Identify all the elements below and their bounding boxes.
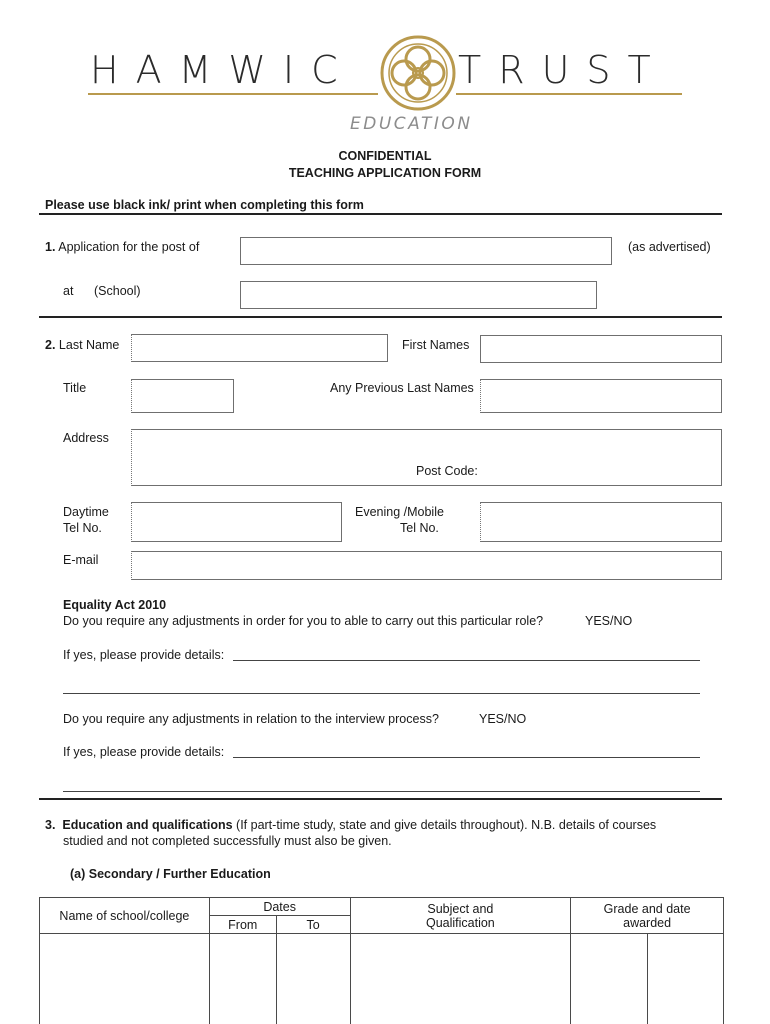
col-header-to: To	[276, 916, 350, 934]
equality-heading: Equality Act 2010	[63, 598, 167, 612]
last-name-text: Last Name	[58, 338, 120, 352]
details-line-2b[interactable]	[63, 791, 700, 792]
post-label	[45, 240, 199, 254]
first-names-input[interactable]	[480, 335, 722, 363]
section-divider	[39, 213, 722, 215]
col-header-subject	[350, 898, 571, 934]
title-input[interactable]	[131, 379, 234, 413]
evening-mobile-label: Evening /Mobile	[355, 505, 444, 519]
title-label: Title	[63, 381, 87, 395]
col-header-school: Name of school/college	[40, 898, 210, 934]
email-input[interactable]	[131, 551, 722, 580]
details-line-1a[interactable]	[233, 660, 700, 661]
education-heading	[45, 818, 656, 832]
adjustments-interview-answer: YES/NO	[479, 712, 527, 726]
col-header-subject-2: Qualification	[425, 915, 495, 930]
logo-gold-line-left	[88, 93, 378, 95]
section-1-number: 1.	[45, 240, 56, 254]
section-divider	[39, 798, 722, 800]
first-names-label: First Names	[402, 338, 470, 352]
education-note-2: studied and not completed successfully must also be given.	[63, 834, 392, 848]
adjustments-interview-question: Do you require any adjustments in relation to the interview process?	[63, 712, 439, 726]
cell-to[interactable]	[276, 934, 350, 1024]
col-header-subject-1: Subject and	[427, 901, 494, 916]
education-note-1: (If part-time study, state and give details throughout). N.B. details of courses	[236, 818, 657, 832]
cell-grade[interactable]	[571, 934, 648, 1024]
daytime-tel-label: Tel No.	[63, 521, 102, 535]
previous-last-names-label: Any Previous Last Names	[330, 381, 474, 395]
evening-tel-input[interactable]	[480, 502, 722, 542]
education-heading-text: Education and qualifications	[62, 818, 233, 832]
logo-word-hamwic: HAMWIC	[90, 48, 355, 92]
previous-last-names-input[interactable]	[480, 379, 722, 413]
cell-subject[interactable]	[350, 934, 571, 1024]
post-label-text: Application for the post of	[58, 240, 200, 254]
email-label: E-mail	[63, 553, 99, 567]
col-header-dates: Dates	[209, 898, 350, 916]
section-3-number: 3.	[45, 818, 56, 832]
adjustments-role-answer: YES/NO	[585, 614, 633, 628]
education-table	[39, 897, 724, 1024]
post-input[interactable]	[240, 237, 612, 265]
section-2-number: 2.	[45, 338, 56, 352]
details-line-1b[interactable]	[63, 693, 700, 694]
adjustments-role-question: Do you require any adjustments in order for you to able to carry out this particular role?	[63, 614, 544, 628]
cell-school[interactable]	[40, 934, 210, 1024]
details-label-1: If yes, please provide details:	[63, 648, 225, 662]
logo-word-trust: TRUST	[458, 48, 668, 92]
confidential-heading: CONFIDENTIAL	[338, 149, 432, 163]
address-label: Address	[63, 431, 109, 445]
section-divider	[39, 316, 722, 318]
col-header-grade	[571, 898, 724, 934]
knot-emblem-icon	[378, 33, 458, 113]
daytime-label: Daytime	[63, 505, 109, 519]
post-code-label: Post Code:	[416, 464, 478, 478]
daytime-tel-input[interactable]	[131, 502, 342, 542]
instruction-text: Please use black ink/ print when completing this form	[45, 198, 364, 212]
secondary-further-heading: (a) Secondary / Further Education	[70, 867, 271, 881]
at-label: at	[63, 284, 74, 298]
form-title: TEACHING APPLICATION FORM	[288, 166, 482, 180]
col-header-grade-2: awarded	[623, 915, 672, 930]
school-label: (School)	[94, 284, 141, 298]
col-header-grade-1: Grade and date	[603, 901, 691, 916]
last-name-input[interactable]	[131, 334, 388, 362]
evening-tel-label: Tel No.	[400, 521, 439, 535]
cell-date-awarded[interactable]	[648, 934, 724, 1024]
details-line-2a[interactable]	[233, 757, 700, 758]
col-header-from: From	[209, 916, 276, 934]
as-advertised-label: (as advertised)	[628, 240, 711, 254]
school-input[interactable]	[240, 281, 597, 309]
last-name-label	[45, 338, 119, 352]
cell-from[interactable]	[209, 934, 276, 1024]
details-label-2: If yes, please provide details:	[63, 745, 225, 759]
logo-gold-line-right	[456, 93, 682, 95]
logo-subtitle: EDUCATION	[350, 114, 473, 134]
